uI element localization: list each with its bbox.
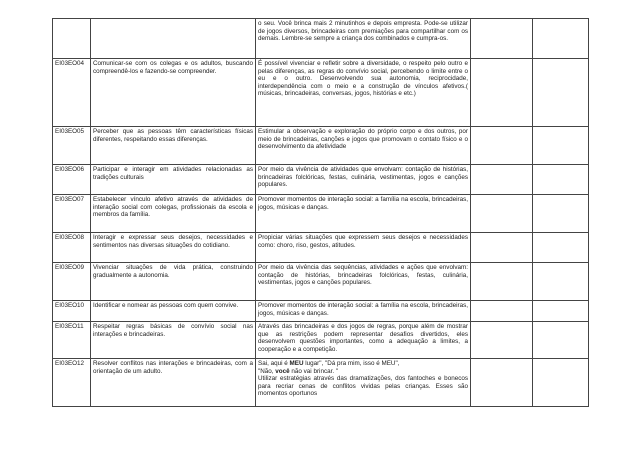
code-cell: EI03EO10 <box>53 301 91 322</box>
empty-cell <box>533 233 589 263</box>
code-cell: EI03EO06 <box>53 165 91 195</box>
quote-text: não vai brincar. " <box>289 367 339 375</box>
empty-cell <box>533 263 589 301</box>
quote-text: "Não, <box>258 367 276 375</box>
quote-emphasis: MEU <box>289 360 304 367</box>
objective-cell: Vivenciar situações de vida prática, construindo gradualmente a autonomia. <box>91 263 256 301</box>
empty-cell <box>533 165 589 195</box>
objective-cell: Interagir e expressar seus desejos, necessidades e sentimentos nas diversas situações do cotidiano. <box>91 233 256 263</box>
objective-cell <box>91 19 256 59</box>
empty-cell <box>533 195 589 233</box>
curriculum-table <box>52 18 589 407</box>
experience-cell <box>256 359 471 407</box>
objective-cell: Perceber que as pessoas têm características físicas diferentes, respeitando essas diferenças. <box>91 127 256 165</box>
empty-cell <box>471 301 533 322</box>
table-row <box>53 195 589 233</box>
experience-cell: o seu. Você brinca mais 2 minutinhos e depois empresta. Pode-se utilizar de jogos diversos, brincadeiras com premiações para compartilhar com os demais. Lembre-se sempre a criança dos combinados e cumpra-os. <box>256 19 471 59</box>
table-row <box>53 127 589 165</box>
objective-cell: Resolver conflitos nas interações e brincadeiras, com a orientação de um adulto. <box>91 359 256 407</box>
code-cell: EI03EO12 <box>53 359 91 407</box>
empty-cell <box>471 195 533 233</box>
empty-cell <box>471 359 533 407</box>
empty-cell <box>533 19 589 59</box>
experience-cell: Promover momentos de interação social: a família na escola, brincadeiras, jogos, músicas e danças. <box>256 301 471 322</box>
empty-cell <box>471 263 533 301</box>
empty-cell <box>533 127 589 165</box>
empty-cell <box>533 301 589 322</box>
quote-text: Sai, aqui é <box>258 360 290 367</box>
empty-cell <box>533 59 589 127</box>
empty-cell <box>471 233 533 263</box>
empty-cell <box>533 322 589 359</box>
table-row <box>53 19 589 59</box>
empty-cell <box>471 127 533 165</box>
objective-cell: Identificar e nomear as pessoas com quem convive. <box>91 301 256 322</box>
objective-cell: Estabelecer vínculo afetivo através de atividades de interação social com colegas, profissionais da escola e membros da família. <box>91 195 256 233</box>
experience-cell: Por meio da vivência das sequências, atividades e ações que envolvam: contação de histórias, brincadeiras folclóricas, festas, culinária, vestimentas, jogos e canções populares. <box>256 263 471 301</box>
table-row <box>53 233 589 263</box>
table-row <box>53 165 589 195</box>
code-cell: EI03EO08 <box>53 233 91 263</box>
table-row <box>53 359 589 407</box>
empty-cell <box>533 359 589 407</box>
experience-cell: Através das brincadeiras e dos jogos de regras, porque além de mostrar que as restrições podem representar desafios divertidos, eles desenvolvem questões importantes, como a adequação a limites, a cooperação e a competição. <box>256 322 471 359</box>
code-cell: EI03EO04 <box>53 59 91 127</box>
quote-emphasis: você <box>275 367 290 375</box>
empty-cell <box>471 19 533 59</box>
code-cell: EI03EO05 <box>53 127 91 165</box>
code-cell: EI03EO11 <box>53 322 91 359</box>
table-row <box>53 263 589 301</box>
experience-text: Utilizar estratégias através das dramatizações, dos fantoches e bonecos para recriar cenas de conflitos vividas pelas crianças. Esses são momentos oportunos <box>258 375 468 398</box>
table-row <box>53 322 589 359</box>
empty-cell <box>471 165 533 195</box>
experience-cell: Estimular a observação e exploração do próprio corpo e dos outros, por meio de brincadeiras, canções e jogos que promovam o contato físico e o desenvolvimento da afetividade <box>256 127 471 165</box>
experience-cell: Por meio da vivência de atividades que envolvam: contação de histórias, brincadeiras folclóricas, festas, culinária, vestimentas, jogos e canções populares. <box>256 165 471 195</box>
table-row <box>53 59 589 127</box>
code-cell <box>53 19 91 59</box>
experience-cell: Propiciar várias situações que expressem seus desejos e necessidades como: choro, riso, gestos, atitudes. <box>256 233 471 263</box>
empty-cell <box>471 59 533 127</box>
objective-cell: Comunicar-se com os colegas e os adultos, buscando compreendê-los e fazendo-se compreender. <box>91 59 256 127</box>
empty-cell <box>471 322 533 359</box>
quote-text: lugar", "Dá pra mim, isso é MEU", <box>303 360 400 367</box>
experience-cell: Promover momentos de interação social: a família na escola, brincadeiras, jogos, músicas e danças. <box>256 195 471 233</box>
code-cell: EI03EO09 <box>53 263 91 301</box>
objective-cell: Respeitar regras básicas de convívio social nas interações e brincadeiras. <box>91 322 256 359</box>
table-row <box>53 301 589 322</box>
experience-cell: É possível vivenciar e refletir sobre a diversidade, o respeito pelo outro e pelas diferenças, as regras do convívio social, percebendo o limite entre o eu e o outro. Desenvolvendo sua autonomia, reciprocidade, interdependência com o meio e a construção de vínculos afetivos.( músicas, brincadeiras, conversas, jogos, histórias e etc.) <box>256 59 471 127</box>
objective-cell: Participar e interagir em atividades relacionadas as tradições culturais <box>91 165 256 195</box>
code-cell: EI03EO07 <box>53 195 91 233</box>
